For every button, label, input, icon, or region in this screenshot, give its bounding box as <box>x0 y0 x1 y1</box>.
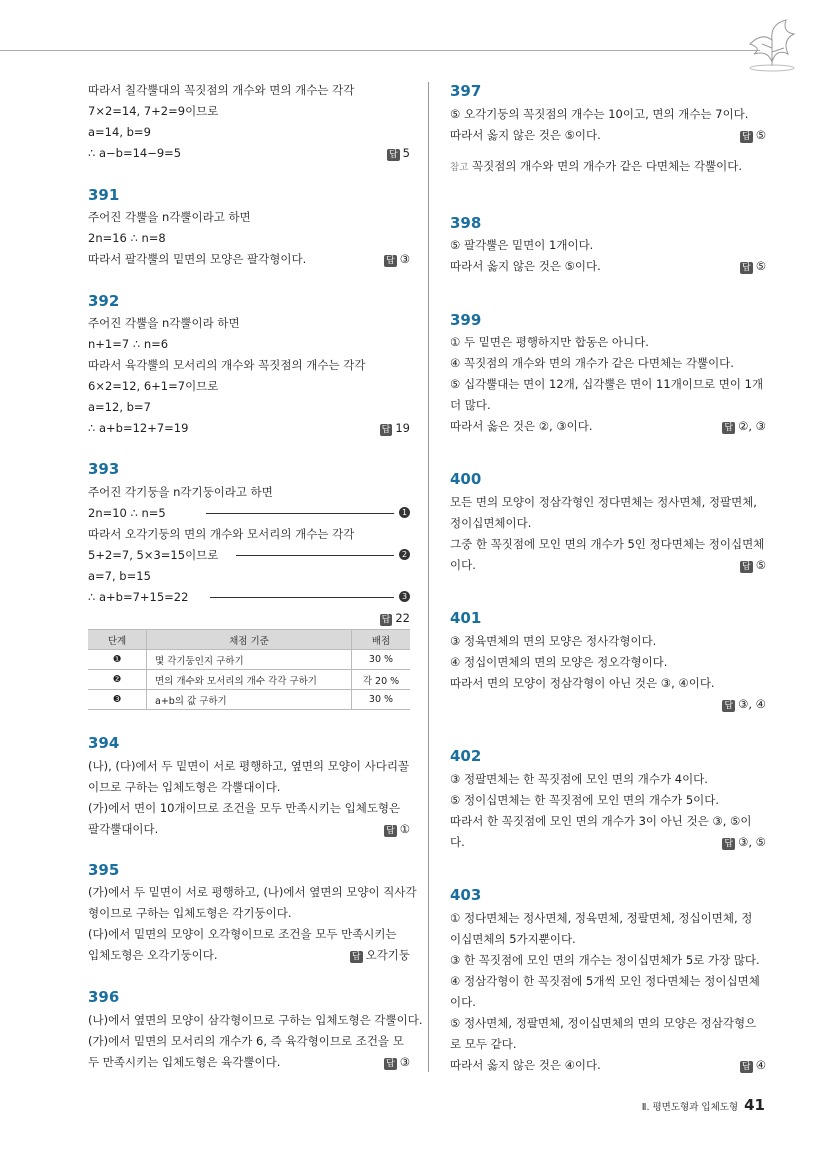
answer-badge: 답 ① <box>385 822 410 836</box>
reference-text: 꼭짓점의 개수와 면의 개수가 같은 다면체는 각뿔이다. <box>472 159 742 173</box>
text-line: 모든 면의 모양이 정삼각형인 정다면체는 정사면체, 정팔면체, <box>450 495 757 509</box>
text-line: 6×2=12, 6+1=7이므로 <box>88 379 219 393</box>
problem-number: 398 <box>450 214 482 232</box>
text-line: n+1=7 ∴ n=6 <box>88 337 169 351</box>
problem-number: 392 <box>88 292 120 310</box>
text-line: 따라서 옳은 것은 ②, ③이다. <box>450 419 593 433</box>
problem-number: 403 <box>450 886 482 904</box>
step-mark-1: 1 <box>399 507 410 518</box>
answer-badge: 답 ⑤ <box>741 259 766 273</box>
text-line: 이십면체의 5가지뿐이다. <box>450 932 576 946</box>
reference-note <box>450 158 742 176</box>
problem-number: 397 <box>450 82 482 100</box>
text-line: 따라서 오각기둥의 면의 개수와 모서리의 개수는 각각 <box>88 527 355 541</box>
text-line: 7×2=14, 7+2=9이므로 <box>88 104 219 118</box>
text-line: 따라서 팔각뿔의 밑면의 모양은 팔각형이다. <box>88 252 307 266</box>
problem-number: 395 <box>88 861 120 879</box>
column-divider <box>428 82 429 1072</box>
problem-number: 394 <box>88 734 120 752</box>
leader-line <box>206 513 394 514</box>
answer-badge: 답 5 <box>388 146 410 160</box>
problem-number: 399 <box>450 311 482 329</box>
text-line: (나), (다)에서 두 밑면이 서로 평행하고, 옆면의 모양이 사다리꼴 <box>88 759 410 773</box>
text-line: 로 모두 같다. <box>450 1037 517 1051</box>
table-cell: 몇 각기둥인지 구하기 <box>147 650 352 670</box>
text-line: 주어진 각뿔을 n각뿔이라 하면 <box>88 316 240 330</box>
text-line: 팔각뿔대이다. <box>88 822 159 836</box>
text-line: 이다. <box>450 558 476 572</box>
problem-number: 402 <box>450 747 482 765</box>
text-line: 따라서 옳지 않은 것은 ⑤이다. <box>450 128 601 142</box>
text-line: 더 많다. <box>450 398 491 412</box>
table-row <box>88 690 410 710</box>
text-line: 입체도형은 오각기둥이다. <box>88 948 218 962</box>
text-line: a=7, b=15 <box>88 569 151 583</box>
problem-number: 400 <box>450 470 482 488</box>
text-line: 형이므로 구하는 입체도형은 각기둥이다. <box>88 906 292 920</box>
answer-badge: 답 ③ <box>385 1055 410 1069</box>
text-line: (나)에서 옆면의 모양이 삼각형이므로 구하는 입체도형은 각뿔이다. <box>88 1013 423 1027</box>
leader-line <box>210 597 394 598</box>
table-cell: a+b의 값 구하기 <box>147 690 352 710</box>
problem-number: 393 <box>88 460 120 478</box>
table-cell: 각 20 % <box>352 670 411 690</box>
tree-decoration-icon <box>742 14 802 72</box>
text-line: (가)에서 두 밑면이 서로 평행하고, (나)에서 옆면의 모양이 직사각 <box>88 885 417 899</box>
answer-badge: 답 ③, ⑤ <box>724 835 766 849</box>
text-line: 따라서 옳지 않은 것은 ⑤이다. <box>450 259 601 273</box>
text-line: 다. <box>450 835 465 849</box>
answer-badge: 답 ⑤ <box>741 558 766 572</box>
text-line: 따라서 육각뿔의 모서리의 개수와 꼭짓점의 개수는 각각 <box>88 358 366 372</box>
text-line: ∴ a+b=7+15=22 <box>88 590 189 604</box>
step-mark-2: 2 <box>399 549 410 560</box>
table-row <box>88 650 410 670</box>
table-cell: 면의 개수와 모서리의 개수 각각 구하기 <box>147 670 352 690</box>
header-rule <box>0 50 760 51</box>
page-number: 41 <box>744 1096 765 1114</box>
text-line: a=12, b=7 <box>88 400 151 414</box>
answer-badge: 답 22 <box>381 611 410 625</box>
text-line: ⑤ 십각뿔대는 면이 12개, 십각뿔은 면이 11개이므로 면이 1개 <box>450 377 764 391</box>
text-line: 이므로 구하는 입체도형은 각뿔대이다. <box>88 780 281 794</box>
answer-badge: 답 ④ <box>741 1058 766 1072</box>
answer-badge: 답 ③ <box>385 252 410 266</box>
table-cell: ❸ <box>88 690 147 710</box>
text-line: 그중 한 꼭짓점에 모인 면의 개수가 5인 정다면체는 정이십면체 <box>450 537 765 551</box>
text-line: ④ 정십이면체의 면의 모양은 정오각형이다. <box>450 655 668 669</box>
chapter-title: Ⅱ. 평면도형과 입체도형 <box>641 1102 739 1113</box>
text-line: 이다. <box>450 995 476 1009</box>
answer-badge: 답 오각기둥 <box>351 948 410 962</box>
text-line: 따라서 면의 모양이 정삼각형이 아닌 것은 ③, ④이다. <box>450 676 715 690</box>
text-line: ③ 한 꼭짓점에 모인 면의 개수는 정이십면체가 5로 가장 많다. <box>450 953 760 967</box>
table-cell: ❶ <box>88 650 147 670</box>
step-mark-3: 3 <box>399 591 410 602</box>
problem-number: 391 <box>88 186 120 204</box>
leader-line <box>236 555 394 556</box>
answer-badge: 답 ⑤ <box>741 128 766 142</box>
answer-badge: 답 ③, ④ <box>724 697 766 711</box>
text-line: ③ 정팔면체는 한 꼭짓점에 모인 면의 개수가 4이다. <box>450 772 708 786</box>
text-line: ⑤ 정이십면체는 한 꼭짓점에 모인 면의 개수가 5이다. <box>450 793 720 807</box>
page-footer <box>642 1096 765 1114</box>
text-line: ④ 정삼각형이 한 꼭짓점에 5개씩 모인 정다면체는 정이십면체 <box>450 974 760 988</box>
text-line: ① 두 밑면은 평행하지만 합동은 아니다. <box>450 335 649 349</box>
text-line: (가)에서 밑면의 모서리의 개수가 6, 즉 육각형이므로 조건을 모 <box>88 1034 404 1048</box>
text-line: ③ 정육면체의 면의 모양은 정사각형이다. <box>450 634 657 648</box>
text-line: ⑤ 오각기둥의 꼭짓점의 개수는 10이고, 면의 개수는 7이다. <box>450 107 749 121</box>
text-line: a=14, b=9 <box>88 125 151 139</box>
text-line: ∴ a+b=12+7=19 <box>88 421 189 435</box>
text-line: 주어진 각기둥을 n각기둥이라고 하면 <box>88 485 273 499</box>
text-line: 정이십면체이다. <box>450 516 532 530</box>
text-line: 따라서 한 꼭짓점에 모인 면의 개수가 3이 아닌 것은 ③, ⑤이 <box>450 814 752 828</box>
reference-tag: 참고 <box>450 162 469 173</box>
table-cell: ❷ <box>88 670 147 690</box>
table-header: 채점 기준 <box>147 630 352 650</box>
text-line: 따라서 옳지 않은 것은 ④이다. <box>450 1058 601 1072</box>
table-cell: 30 % <box>352 650 411 670</box>
text-line: 2n=10 ∴ n=5 <box>88 506 166 520</box>
text-line: 두 만족시키는 입체도형은 육각뿔이다. <box>88 1055 281 1069</box>
text-line: (가)에서 면이 10개이므로 조건을 모두 만족시키는 입체도형은 <box>88 801 401 815</box>
text-line: ⑤ 팔각뿔은 밑면이 1개이다. <box>450 238 594 252</box>
problem-number: 401 <box>450 609 482 627</box>
text-line: ① 정다면체는 정사면체, 정육면체, 정팔면체, 정십이면체, 정 <box>450 911 753 925</box>
text-line: ∴ a−b=14−9=5 <box>88 146 182 160</box>
table-row <box>88 670 410 690</box>
table-header: 배점 <box>352 630 411 650</box>
text-line: 주어진 각뿔을 n각뿔이라고 하면 <box>88 210 251 224</box>
text-line: ④ 꼭짓점의 개수와 면의 개수가 같은 다면체는 각뿔이다. <box>450 356 734 370</box>
text-line: (다)에서 밑면의 모양이 오각형이므로 조건을 모두 만족시키는 <box>88 927 397 941</box>
table-cell: 30 % <box>352 690 411 710</box>
text-line: ⑤ 정사면체, 정팔면체, 정이십면체의 면의 모양은 정삼각형으 <box>450 1016 757 1030</box>
answer-badge: 답 ②, ③ <box>724 419 766 433</box>
text-line: 5+2=7, 5×3=15이므로 <box>88 548 219 562</box>
problem-number: 396 <box>88 988 120 1006</box>
scoring-table <box>88 629 410 710</box>
text-line: 따라서 칠각뿔대의 꼭짓점의 개수와 면의 개수는 각각 <box>88 83 355 97</box>
answer-badge: 답 19 <box>381 421 410 435</box>
table-header: 단계 <box>88 630 147 650</box>
text-line: 2n=16 ∴ n=8 <box>88 231 166 245</box>
